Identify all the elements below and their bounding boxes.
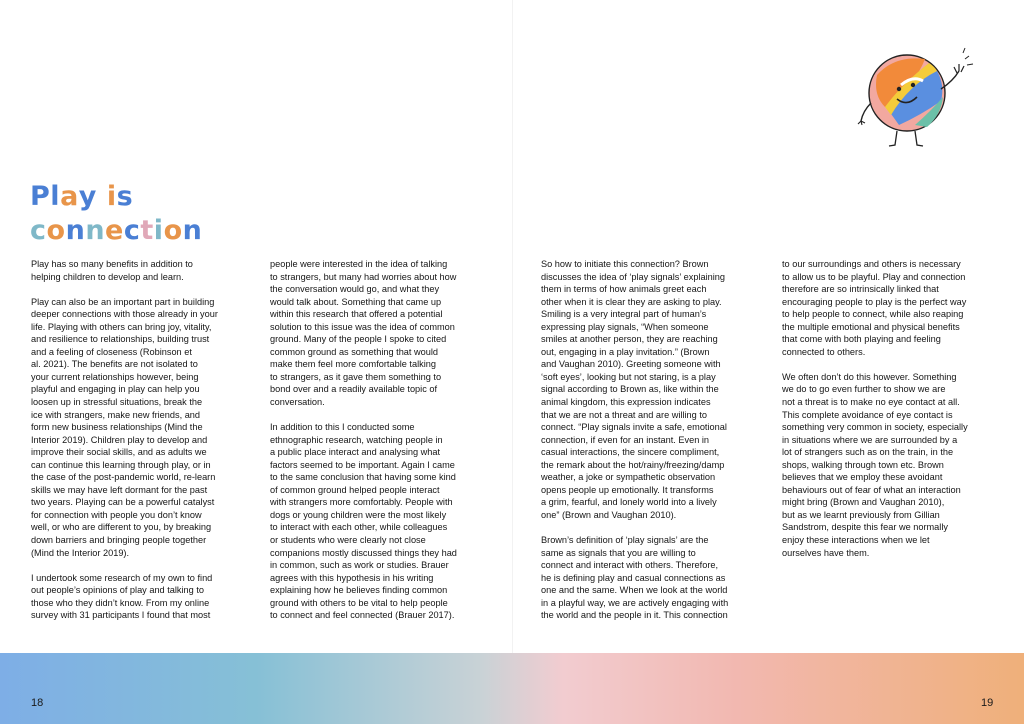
page-number-left: 18 [31,697,44,709]
page-gutter [512,0,513,724]
paragraph: to our surroundings and others is necessary to allow us to be playful. Play and connection therefore are so intrinsically linked that encouraging people to play is the perfect way to help people to connect, while also reaping the multiple emotional and physical benefits that come with both playing and feeling connected to others. [782,259,967,357]
title-letter: c [123,215,141,246]
paragraph: So how to initiate this connection? Brown discusses the idea of ‘play signals’ explaining them in terms of how animals greet each other when it is clear they are asking to play. Smiling is a very integral part of human’s expressing play signals, “When someone smiles at another person, they are reaching out, engaging in a play invitation.” (Brown and Vaughan 2010). Greeting someone with ‘soft eyes’, looking but not staring, is a play signal according to Brown as, like within the animal kingdom, this expression indicates that we are not a threat and are willing to connect. “Play signals invite a safe, emotional connection, if even for an instant. Even in casual interactions, the sincere compliment, the remark about the hot/rainy/freezing/damp weather, a joke or sympathetic observation opens people up emotionally. It transforms a grim, fearful, and lonely world into a lively one” (Brown and Vaughan 2010). [541,259,727,520]
paragraph: Play has so many benefits in addition to helping children to develop and learn. [31,259,193,282]
title-letter: s [116,181,134,212]
text-column-2 [270,258,502,634]
title-letter: i [106,181,117,212]
title-letter: o [163,215,183,246]
text-column-1 [31,258,256,634]
text-column-3 [541,258,766,634]
paragraph: Brown’s definition of ‘play signals’ are the same as signals that you are willing to connect and interact with others. Therefore, he is defining play and casual connections as one and the same. When we look at the world in a playful way, we are actively engaging with the world and the people in it. This connection [541,535,729,621]
title-letter: o [46,215,66,246]
title-letter [97,180,107,214]
title-letter: y [78,181,97,212]
title-letter: n [65,215,86,246]
title-letter: i [153,215,164,246]
smiling-ball-character-icon [855,45,990,155]
paragraph: In addition to this I conducted some ethnographic research, watching people in a public place interact and analysing what factors seemed to be important. Again I came to the same conclusion that having some kind of common ground helped people interact with strangers more comfortably. People with dogs or young children were the most likely to interact with each other, while colleagues or students who were clearly not close companions mostly discussed things they had in common, such as work or studies. Brauer agrees with this hypothesis in his writing explaining how he believes finding common ground with others to be vital to help people to connect and feel connected (Brauer 2017). [270,422,457,621]
title-line-1 [30,180,202,214]
title-letter: e [105,215,124,246]
text-column-4 [782,258,1014,572]
title-letter: l [50,181,61,212]
page-number-right: 19 [981,697,994,709]
title-letter: a [60,181,79,212]
paragraph: We often don’t do this however. Something we do to go even further to show we are not a threat is to make no eye contact at all. This complete avoidance of eye contact is something very common in society, especially in situations where we are surrounded by a lot of strangers such as on the train, in the shops, walking through town etc. Brown believes that we employ these avoidant behaviours out of fear of what an interaction might bring (Brown and Vaughan 2010), but as we learnt previously from Gillian Sandstrom, despite this fear we normally enjoy these interactions when we let ourselves have them. [782,371,968,558]
title-line-2 [30,214,202,248]
page-title [30,180,202,248]
title-letter: n [182,215,203,246]
paragraph: Play can also be an important part in building deeper connections with those already in your life. Playing with others can bring joy, vitality, and resilience to relationships, building trust and a feeling of closeness (Robinson et al. 2021). The benefits are not isolated to your current relationships however, being playful and engaging in play can help you loosen up in stressful situations, break the ice with strangers, make new friends, and form new business relationships (Mind the Interior 2019). Children play to develop and improve their social skills, and as adults we can continue this learning through play, or in the case of the post-pandemic world, re-learn skills we may have left dormant for the past two years. Playing can be a powerful catalyst for connection with people you don’t know well, or who are different to you, by breaking down barriers and bringing people together (Mind the Interior 2019). [31,296,218,558]
paragraph: I undertook some research of my own to find out people’s opinions of play and talking to those who they didn’t know. From my online survey with 31 participants I found that most [31,572,213,621]
paragraph: people were interested in the idea of talking to strangers, but many had worries about how the conversation would go, and what they would talk about. Something that came up within this research that offered a potential solution to this issue was the idea of common ground. Many of the people I spoke to cited common ground as something that would make them feel more comfortable talking to strangers, as it gave them something to bond over and a readily available topic of conversation. [270,259,457,408]
title-letter: P [30,181,51,212]
title-letter: t [140,215,154,246]
title-letter: c [30,215,47,246]
footer-gradient-band [0,653,1024,724]
title-letter: n [85,215,106,246]
